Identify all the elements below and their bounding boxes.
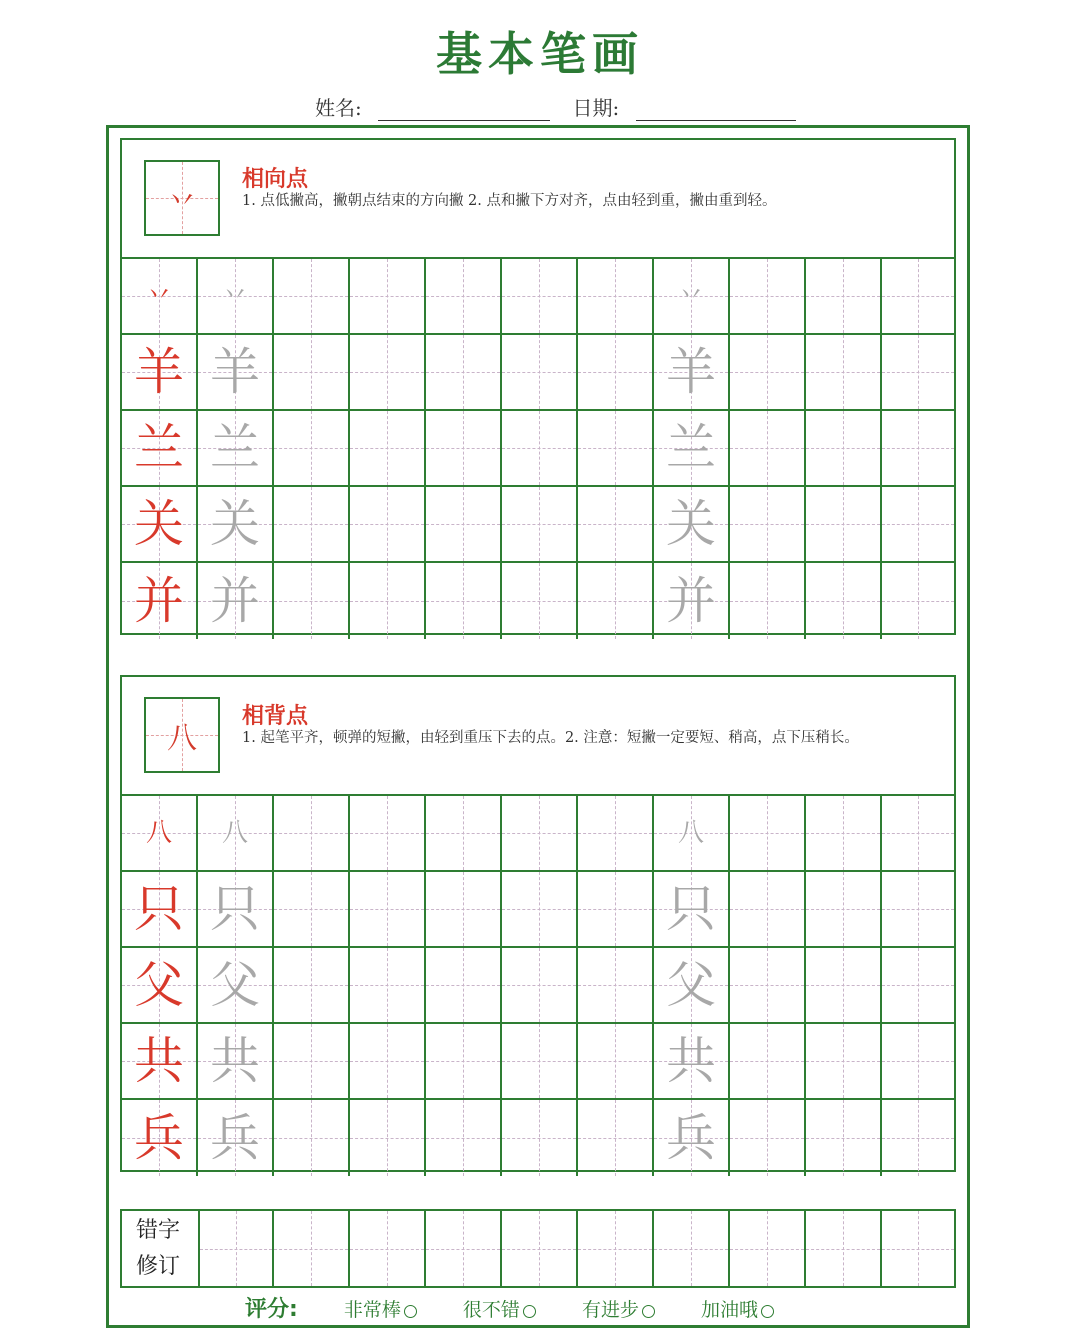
practice-cell[interactable] bbox=[274, 872, 350, 948]
trace-character: 丷 bbox=[677, 281, 704, 311]
practice-cell[interactable] bbox=[882, 335, 954, 411]
trace-character: 只 bbox=[210, 880, 260, 938]
stroke-name: 相背点 bbox=[242, 704, 309, 729]
worksheet-title: 基本笔画 bbox=[436, 27, 644, 81]
practice-cell[interactable] bbox=[654, 948, 730, 1024]
practice-cell[interactable] bbox=[122, 796, 198, 872]
date-field[interactable] bbox=[636, 98, 796, 121]
practice-cell[interactable] bbox=[198, 563, 274, 639]
trace-character: 关 bbox=[666, 495, 716, 553]
trace-character: 兰 bbox=[210, 419, 260, 477]
practice-cell[interactable] bbox=[578, 335, 654, 411]
correction-cell[interactable] bbox=[502, 1211, 578, 1286]
practice-cell[interactable] bbox=[426, 259, 502, 335]
practice-cell[interactable] bbox=[578, 487, 654, 563]
practice-cell[interactable] bbox=[122, 1024, 198, 1100]
practice-cell[interactable] bbox=[578, 259, 654, 335]
practice-cell[interactable] bbox=[806, 487, 882, 563]
practice-cell[interactable] bbox=[882, 948, 954, 1024]
circle-icon[interactable] bbox=[642, 1305, 655, 1318]
model-character: 八 bbox=[145, 818, 172, 848]
practice-cell[interactable] bbox=[350, 796, 426, 872]
trace-character: 兵 bbox=[666, 1109, 716, 1167]
practice-cell[interactable] bbox=[502, 796, 578, 872]
correction-cell[interactable] bbox=[654, 1211, 730, 1286]
practice-cell[interactable] bbox=[730, 1100, 806, 1176]
practice-cell[interactable] bbox=[426, 563, 502, 639]
score-option-label: 加油哦 bbox=[701, 1299, 759, 1321]
practice-cell[interactable] bbox=[274, 335, 350, 411]
practice-cell[interactable] bbox=[274, 796, 350, 872]
practice-cell[interactable] bbox=[198, 948, 274, 1024]
correction-cell[interactable] bbox=[730, 1211, 806, 1286]
practice-cell[interactable] bbox=[654, 796, 730, 872]
practice-cell[interactable] bbox=[122, 259, 198, 335]
model-character: 父 bbox=[134, 956, 184, 1014]
practice-cell[interactable] bbox=[806, 335, 882, 411]
practice-cell[interactable] bbox=[730, 1024, 806, 1100]
practice-cell[interactable] bbox=[730, 563, 806, 639]
model-character: 只 bbox=[134, 880, 184, 938]
practice-cell[interactable] bbox=[350, 411, 426, 487]
practice-cell[interactable] bbox=[122, 1100, 198, 1176]
practice-cell[interactable] bbox=[806, 1024, 882, 1100]
practice-cell[interactable] bbox=[806, 411, 882, 487]
practice-cell[interactable] bbox=[350, 872, 426, 948]
practice-cell[interactable] bbox=[806, 563, 882, 639]
practice-cell[interactable] bbox=[654, 411, 730, 487]
practice-cell[interactable] bbox=[274, 487, 350, 563]
circle-icon[interactable] bbox=[761, 1305, 774, 1318]
score-option-2[interactable] bbox=[463, 1295, 536, 1322]
practice-cell[interactable] bbox=[654, 259, 730, 335]
practice-cell[interactable] bbox=[274, 411, 350, 487]
practice-cell[interactable] bbox=[274, 1024, 350, 1100]
model-character: 羊 bbox=[134, 343, 184, 401]
stroke-description: 1. 点低撇高，撇朝点结束的方向撇 2. 点和撇下方对齐，点由轻到重，撇由重到轻。 bbox=[242, 193, 777, 209]
practice-cell[interactable] bbox=[578, 1100, 654, 1176]
practice-cell[interactable] bbox=[274, 1100, 350, 1176]
correction-cell[interactable] bbox=[806, 1211, 882, 1286]
correction-cell[interactable] bbox=[198, 1211, 274, 1286]
practice-cell[interactable] bbox=[274, 563, 350, 639]
practice-cell[interactable] bbox=[654, 1024, 730, 1100]
practice-cell[interactable] bbox=[426, 411, 502, 487]
practice-cell[interactable] bbox=[274, 948, 350, 1024]
practice-cell[interactable] bbox=[502, 1024, 578, 1100]
circle-icon[interactable] bbox=[523, 1305, 536, 1318]
practice-cell[interactable] bbox=[806, 872, 882, 948]
practice-cell[interactable] bbox=[578, 796, 654, 872]
practice-cell[interactable] bbox=[198, 872, 274, 948]
score-option-label: 有进步 bbox=[581, 1299, 639, 1321]
score-option-label: 很不错 bbox=[462, 1299, 520, 1321]
practice-cell[interactable] bbox=[882, 872, 954, 948]
trace-character: 共 bbox=[666, 1032, 716, 1090]
practice-cell[interactable] bbox=[730, 411, 806, 487]
trace-character: 关 bbox=[210, 495, 260, 553]
trace-character: 并 bbox=[210, 572, 260, 630]
stroke-section-1 bbox=[120, 138, 956, 635]
practice-cell[interactable] bbox=[122, 872, 198, 948]
circle-icon[interactable] bbox=[404, 1305, 417, 1318]
trace-character: 只 bbox=[666, 880, 716, 938]
practice-cell[interactable] bbox=[350, 1100, 426, 1176]
practice-cell[interactable] bbox=[654, 563, 730, 639]
practice-cell[interactable] bbox=[882, 1100, 954, 1176]
practice-grid bbox=[122, 257, 954, 637]
student-info bbox=[315, 92, 796, 121]
practice-cell[interactable] bbox=[882, 411, 954, 487]
trace-character: 父 bbox=[210, 956, 260, 1014]
practice-cell[interactable] bbox=[730, 487, 806, 563]
trace-character: 共 bbox=[210, 1032, 260, 1090]
practice-cell[interactable] bbox=[654, 335, 730, 411]
practice-cell[interactable] bbox=[198, 796, 274, 872]
trace-character: 羊 bbox=[210, 343, 260, 401]
correction-label-line2: 修订 bbox=[136, 1254, 181, 1279]
practice-cell[interactable] bbox=[882, 796, 954, 872]
practice-cell[interactable] bbox=[502, 259, 578, 335]
practice-cell[interactable] bbox=[198, 487, 274, 563]
model-character: 兰 bbox=[134, 419, 184, 477]
correction-cell[interactable] bbox=[882, 1211, 954, 1286]
stroke-section-2 bbox=[120, 675, 956, 1172]
practice-cell[interactable] bbox=[578, 1024, 654, 1100]
correction-cell[interactable] bbox=[350, 1211, 426, 1286]
practice-cell[interactable] bbox=[350, 259, 426, 335]
sample-glyph-box bbox=[144, 697, 220, 773]
practice-cell[interactable] bbox=[122, 487, 198, 563]
practice-cell[interactable] bbox=[198, 411, 274, 487]
correction-cell[interactable] bbox=[578, 1211, 654, 1286]
model-character: 共 bbox=[134, 1032, 184, 1090]
practice-cell[interactable] bbox=[654, 872, 730, 948]
trace-character: 兵 bbox=[210, 1109, 260, 1167]
correction-row bbox=[120, 1209, 956, 1288]
model-character: 丷 bbox=[145, 281, 172, 311]
score-option-label: 非常棒 bbox=[343, 1299, 401, 1321]
practice-cell[interactable] bbox=[882, 487, 954, 563]
score-option-1[interactable] bbox=[344, 1295, 417, 1322]
practice-cell[interactable] bbox=[578, 563, 654, 639]
model-character: 关 bbox=[134, 495, 184, 553]
name-label: 姓名: bbox=[315, 96, 362, 120]
practice-cell[interactable] bbox=[426, 1100, 502, 1176]
practice-cell[interactable] bbox=[806, 948, 882, 1024]
score-label: 评分: bbox=[245, 1297, 298, 1322]
score-option-4[interactable] bbox=[701, 1295, 774, 1322]
practice-cell[interactable] bbox=[578, 872, 654, 948]
practice-cell[interactable] bbox=[730, 948, 806, 1024]
sample-glyph: 八 bbox=[167, 721, 197, 756]
sample-glyph: 丷 bbox=[167, 184, 197, 219]
practice-cell[interactable] bbox=[426, 948, 502, 1024]
practice-cell[interactable] bbox=[122, 335, 198, 411]
practice-cell[interactable] bbox=[806, 796, 882, 872]
correction-label-line1: 错字 bbox=[136, 1218, 181, 1243]
practice-cell[interactable] bbox=[502, 563, 578, 639]
correction-cell[interactable] bbox=[426, 1211, 502, 1286]
practice-cell[interactable] bbox=[198, 259, 274, 335]
trace-character: 八 bbox=[221, 818, 248, 848]
trace-character: 羊 bbox=[666, 343, 716, 401]
practice-cell[interactable] bbox=[578, 948, 654, 1024]
trace-character: 丷 bbox=[221, 281, 248, 311]
practice-cell[interactable] bbox=[350, 948, 426, 1024]
model-character: 兵 bbox=[134, 1109, 184, 1167]
practice-cell[interactable] bbox=[806, 1100, 882, 1176]
practice-cell[interactable] bbox=[730, 796, 806, 872]
date-label: 日期: bbox=[572, 96, 620, 120]
practice-cell[interactable] bbox=[350, 335, 426, 411]
practice-cell[interactable] bbox=[730, 335, 806, 411]
practice-cell[interactable] bbox=[502, 948, 578, 1024]
practice-cell[interactable] bbox=[502, 872, 578, 948]
practice-cell[interactable] bbox=[882, 259, 954, 335]
practice-cell[interactable] bbox=[806, 259, 882, 335]
practice-cell[interactable] bbox=[502, 487, 578, 563]
practice-cell[interactable] bbox=[730, 259, 806, 335]
practice-cell[interactable] bbox=[882, 1024, 954, 1100]
practice-cell[interactable] bbox=[350, 1024, 426, 1100]
trace-character: 并 bbox=[666, 572, 716, 630]
trace-character: 父 bbox=[666, 956, 716, 1014]
practice-cell[interactable] bbox=[426, 335, 502, 411]
correction-cell[interactable] bbox=[274, 1211, 350, 1286]
practice-cell[interactable] bbox=[198, 1024, 274, 1100]
practice-cell[interactable] bbox=[122, 563, 198, 639]
practice-cell[interactable] bbox=[198, 335, 274, 411]
stroke-name: 相向点 bbox=[242, 167, 309, 192]
practice-cell[interactable] bbox=[426, 796, 502, 872]
score-bar bbox=[245, 1292, 774, 1323]
sample-glyph-box bbox=[144, 160, 220, 236]
practice-cell[interactable] bbox=[122, 411, 198, 487]
score-option-3[interactable] bbox=[582, 1295, 655, 1322]
practice-cell[interactable] bbox=[882, 563, 954, 639]
practice-cell[interactable] bbox=[426, 487, 502, 563]
practice-cell[interactable] bbox=[122, 948, 198, 1024]
practice-cell[interactable] bbox=[350, 487, 426, 563]
name-field[interactable] bbox=[378, 98, 550, 121]
practice-cell[interactable] bbox=[502, 411, 578, 487]
practice-cell[interactable] bbox=[502, 335, 578, 411]
practice-cell[interactable] bbox=[274, 259, 350, 335]
practice-cell[interactable] bbox=[502, 1100, 578, 1176]
practice-cell[interactable] bbox=[426, 872, 502, 948]
practice-cell[interactable] bbox=[730, 872, 806, 948]
practice-cell[interactable] bbox=[654, 1100, 730, 1176]
practice-cell[interactable] bbox=[578, 411, 654, 487]
practice-cell[interactable] bbox=[654, 487, 730, 563]
practice-grid bbox=[122, 794, 954, 1174]
model-character: 并 bbox=[134, 572, 184, 630]
trace-character: 兰 bbox=[666, 419, 716, 477]
trace-character: 八 bbox=[677, 818, 704, 848]
stroke-description: 1. 起笔平齐，顿弹的短撇，由轻到重压下去的点。2. 注意：短撇一定要短、稍高，点下压稍长。 bbox=[242, 730, 859, 746]
practice-cell[interactable] bbox=[426, 1024, 502, 1100]
practice-cell[interactable] bbox=[198, 1100, 274, 1176]
practice-cell[interactable] bbox=[350, 563, 426, 639]
